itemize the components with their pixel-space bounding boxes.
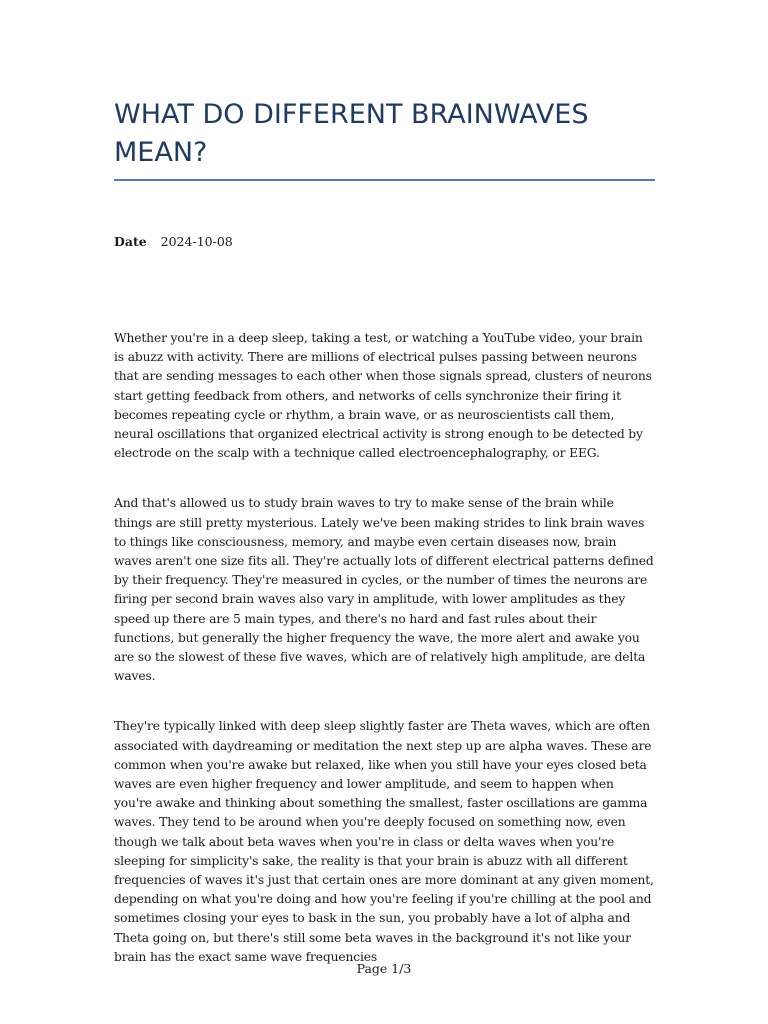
document-title: WHAT DO DIFFERENT BRAINWAVES MEAN? [114, 99, 589, 168]
document-body [114, 329, 655, 998]
body-paragraph-1: Whether you're in a deep sleep, taking a test, or watching a YouTube video, your brain is abuzz with activity. There are millions of electrical pulses passing between neurons that are sending messages to each other when those signals spread, clusters of neurons start getting feedback from others, and networks of cells synchronize their firing it becomes repeating cycle or rhythm, a brain wave, or as neuroscientists call them, neural oscillations that organized electrical activity is strong enough to be detected by electrode on the scalp with a technique called electroencephalography, or EEG. [114, 331, 652, 461]
date-label: Date [114, 234, 147, 249]
page-number: Page 1/3 [356, 961, 412, 976]
body-paragraph-3: They're typically linked with deep sleep slightly faster are Theta waves, which are often associated with daydreaming or meditation the next step up are alpha waves. These are common when you're awake but relaxed, like when you still have your eyes closed beta waves are even higher frequency and lower amplitude, and seem to happen when you're awake and thinking about something the smallest, faster oscillations are gamma waves. They tend to be around when you're deeply focused on something now, even though we talk about beta waves when you're in class or delta waves when you're sleeping for simplicity's sake, the reality is that your brain is abuzz with all different frequencies of waves it's just that certain ones are more dominant at any given moment, depending on what you're doing and how you're feeling if you're chilling at the pool and sometimes closing your eyes to bask in the sun, you probably have a lot of alpha and Theta going on, but there's still some beta waves in the background it's not like your brain has the exact same wave frequencies [114, 719, 654, 964]
title-divider [114, 179, 655, 181]
body-paragraph-2: And that's allowed us to study brain waves to try to make sense of the brain while things are still pretty mysterious. Lately we've been making strides to link brain waves to things like consciousness, memory, and maybe even certain diseases now, brain waves aren't one size fits all. They're actually lots of different electrical patterns defined by their frequency. They're measured in cycles, or the number of times the neurons are firing per second brain waves also vary in amplitude, with lower amplitudes as they speed up there are 5 main types, and there's no hard and fast rules about their functions, but generally the higher frequency the wave, the more alert and awake you are so the slowest of these five waves, which are of relatively high amplitude, are delta waves. [114, 496, 654, 684]
date-value: 2024-10-08 [160, 234, 233, 249]
document-meta [114, 233, 233, 251]
